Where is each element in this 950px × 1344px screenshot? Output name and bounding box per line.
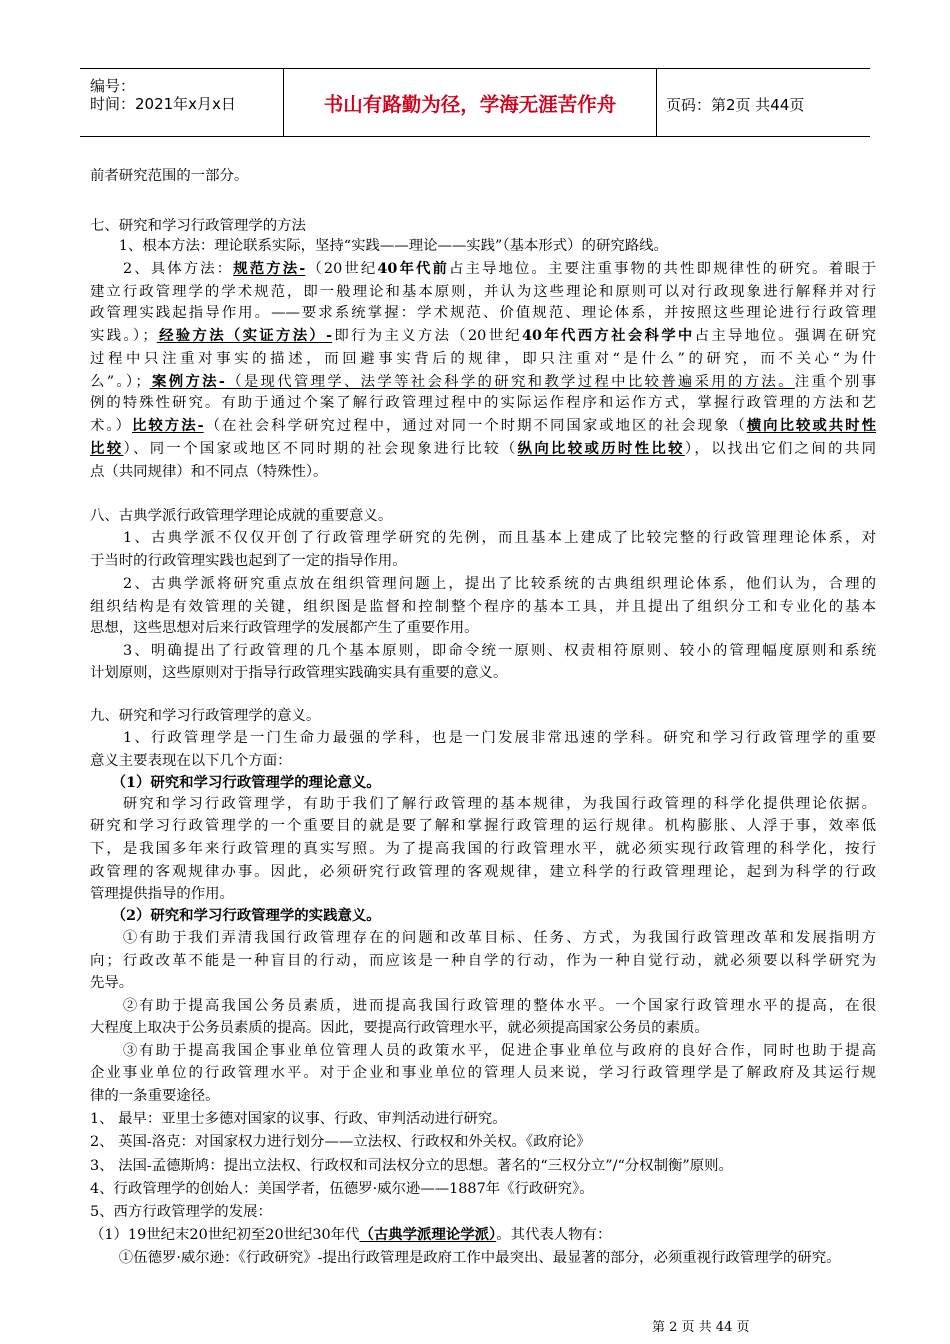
text-run: 1、根本方法：理论联系实际，坚持“实践——理论——实践”（基本形式）的研究路线。	[90, 238, 668, 254]
text-line	[90, 393, 876, 413]
text-run: 点（共同规律）和不同点（特殊性）。	[90, 464, 328, 480]
text-run: （1）研究和学习行政管理学的理论意义。	[90, 774, 381, 791]
text-line	[90, 973, 133, 993]
text-line	[90, 1202, 272, 1222]
text-line	[90, 996, 876, 1016]
text-run: 意义主要表现在以下几个方面：	[90, 753, 292, 769]
text-line	[90, 597, 876, 617]
text-run: 建立行政管理学的学术规范，即一般理论和基本原则，并认为这些理论和原则可以对行政现象进行解释并对行	[90, 284, 876, 300]
text-run: 注重个别事	[794, 374, 876, 390]
text-run: ①伍德罗·威尔逊：《行政研究》-提出行政管理是政府工作中最突出、最显著的部分，必须重视行政管理学的研究。	[90, 1250, 841, 1266]
text-run: 例的特殊性研究。有助于通过个案了解行政管理过程中的实际运作程序和运作方式，掌握行政管理的方法和艺	[90, 395, 876, 411]
text-line	[90, 706, 320, 726]
text-line	[90, 216, 306, 236]
text-run: （1）19世纪末20世纪初至20世纪30年代	[90, 1227, 360, 1243]
text-run: 政管理的客观规律办事。因此，必须研究行政管理的客观规律，建立科学的行政管理理论，起到为科学的行政	[90, 864, 876, 880]
text-line	[90, 884, 234, 904]
text-run: 2、 英国-洛克：对国家权力进行划分——立法权、行政权和外关权。《政府论》	[90, 1134, 591, 1150]
page-header	[80, 68, 870, 137]
text-line	[90, 751, 291, 771]
document-number-label: 编号：	[90, 77, 136, 95]
text-run: 组织结构是有效管理的关键，组织图是监督和控制整个程序的基本工具，并且提出了组织分工和专业化的基本	[90, 599, 876, 615]
text-run: 研究和学习行政管理学，有助于我们了解行政管理的基本规律，为我国行政管理的科学化提供理论依据。	[90, 796, 876, 812]
text-run: 比较方法-	[132, 417, 204, 434]
text-line	[90, 663, 507, 683]
text-run: 九、研究和学习行政管理学的意义。	[90, 708, 321, 724]
text-line	[90, 551, 407, 571]
text-line	[90, 839, 876, 859]
text-line	[90, 372, 876, 392]
text-run: 管理提供指导的作用。	[90, 886, 234, 902]
text-line	[90, 816, 876, 836]
text-run: ），以找出它们之间的共同	[684, 441, 876, 457]
text-run: 实践。）；	[90, 328, 157, 344]
text-run: 过程中只注重对事实的描述，而回避事实背后的规律，即只注重对“是什么”的研究，而不关心“为什	[90, 351, 876, 367]
text-run: 。其代表人物有：	[496, 1227, 612, 1243]
text-line	[90, 1086, 220, 1106]
text-line	[90, 773, 381, 793]
text-line	[90, 618, 479, 638]
text-run: 七、研究和学习行政管理学的方法	[90, 218, 306, 234]
text-line	[90, 1063, 876, 1083]
text-line	[90, 166, 248, 186]
text-line	[90, 528, 876, 548]
text-run: 占主导地位。主要注重事物的共性即规律性的研究。着眼于	[449, 261, 876, 277]
text-line	[90, 416, 876, 436]
header-motto-cell	[283, 69, 657, 136]
header-meta-cell	[80, 69, 283, 136]
text-run: 政管理实践起指导作用。——要求系统掌握：学术规范、价值规范、理论体系，并按照这些理论进行行政管理	[90, 305, 876, 321]
text-line	[90, 1248, 841, 1268]
text-run: 1、古典学派不仅仅开创了行政管理学研究的先例，而且基本上建成了比较完整的行政管理理论体系，对	[90, 530, 876, 546]
text-run: 1、 最早：亚里士多德对国家的议事、行政、审判活动进行研究。	[90, 1111, 507, 1127]
text-line	[90, 259, 876, 279]
text-run: （古典学派理论学派）	[359, 1226, 497, 1243]
text-run: 40年代前	[377, 260, 450, 277]
text-run: 么”。）；	[90, 374, 150, 390]
text-run: （在社会科学研究过程中，通过对同一个时期不同国家或地区的社会现象（	[203, 418, 747, 434]
text-run: 3、 法国-孟德斯鸠：提出立法权、行政权和司法权分立的思想。著名的“三权分立”/“分权制衡”原则。	[90, 1158, 733, 1174]
text-line	[90, 326, 876, 346]
text-run: 计划原则，这些原则对于指导行政管理实践确实具有重要的意义。	[90, 665, 508, 681]
text-run: 案例方法-	[149, 373, 225, 390]
text-line	[90, 1109, 507, 1129]
text-run: 大程度上取决于公务员素质的提高。因此，要提高行政管理水平，就必须提高国家公务员的素质。	[90, 1020, 709, 1036]
text-line	[90, 951, 876, 971]
text-line	[90, 506, 392, 526]
text-line	[90, 439, 876, 459]
text-line	[90, 282, 876, 302]
text-run: 即行为主义方法（20世纪	[332, 328, 522, 344]
text-line	[90, 1132, 591, 1152]
text-line	[90, 1179, 594, 1199]
text-run: 律的一条重要途径。	[90, 1088, 220, 1104]
text-run: 3、明确提出了行政管理的几个基本原则，即命令统一原则、权责相符原则、较小的管理幅度原则和系统	[90, 643, 876, 659]
text-run: 八、古典学派行政管理学理论成就的重要意义。	[90, 508, 393, 524]
text-run: 研究和学习行政管理学的一个重要目的就是要了解和掌握行政管理的运行规律。机构膨胀、人浮于事，效率低	[90, 818, 876, 834]
text-line	[90, 303, 876, 323]
text-run: 2、具体方法：	[90, 261, 234, 277]
text-line	[90, 236, 668, 256]
text-run: ③有助于提高我国企事业单位管理人员的政策水平，促进企事业单位与政府的良好合作，同时也助于提高	[90, 1043, 876, 1059]
text-run: 1、行政管理学是一门生命力最强的学科，也是一门发展非常迅速的学科。研究和学习行政管理学的重要	[90, 730, 876, 746]
text-run: 比较	[90, 440, 124, 457]
header-motto: 书山有路勤为径，学海无涯苦作舟	[323, 93, 617, 116]
text-run: 向；行政改革不能是一种盲目的行动，而应该是一种自学的行动，作为一种自觉行动，就必须要以科学研究为	[90, 953, 876, 969]
text-run: 先导。	[90, 975, 134, 991]
text-run: 于当时的行政管理实践也起到了一定的指导作用。	[90, 553, 407, 569]
text-run: 经验方法（实证方法）-	[156, 327, 333, 344]
text-line	[90, 928, 876, 948]
text-run: 2、古典学派将研究重点放在组织管理问题上，提出了比较系统的古典组织理论体系，他们认为，合理的	[90, 576, 876, 592]
text-run: 横向比较或共时性	[746, 417, 876, 434]
text-run: 占主导地位。强调在研究	[694, 328, 877, 344]
page-footer: 第 2 页 共 44 页	[652, 1320, 750, 1335]
document-time-label: 时间：2021年x月x日	[90, 95, 236, 113]
text-run: ②有助于提高我国公务员素质，进而提高我国行政管理的整体水平。一个国家行政管理水平的提高，在很	[90, 998, 876, 1014]
text-run: 规范方法-	[233, 260, 306, 277]
text-line	[90, 1041, 876, 1061]
text-run: （2）研究和学习行政管理学的实践意义。	[90, 907, 381, 924]
header-page-number: 页码：第2页 共44页	[666, 96, 805, 114]
text-line	[90, 462, 327, 482]
text-line	[90, 1156, 733, 1176]
text-run: 5、西方行政管理学的发展：	[90, 1204, 272, 1220]
text-run: 40年代西方社会科学中	[522, 327, 695, 344]
text-line	[90, 641, 876, 661]
text-run: ）、同一个国家或地区不同时期的社会现象进行比较（	[123, 441, 518, 457]
text-run: 前者研究范围的一部分。	[90, 168, 249, 184]
text-run: 企业事业单位的行政管理水平。对于企业和事业单位的管理人员来说，学习行政管理学是了解政府及其运行规	[90, 1065, 876, 1081]
text-run: 纵向比较或历时性比较	[517, 440, 685, 457]
text-line	[90, 794, 876, 814]
text-run: 4、行政管理学的创始人：美国学者，伍德罗·威尔逊——1887年《行政研究》。	[90, 1181, 594, 1197]
text-line	[90, 862, 876, 882]
text-run: 思想，这些思想对后来行政管理学的发展都产生了重要作用。	[90, 620, 479, 636]
text-run: ①有助于我们弄清我国行政管理存在的问题和改革目标、任务、方式，为我国行政管理改革和发展指明方	[90, 930, 876, 946]
text-run: 术。）	[90, 418, 132, 434]
text-run: （20世纪	[305, 261, 378, 277]
text-line	[90, 574, 876, 594]
text-line	[90, 1225, 611, 1245]
text-line	[90, 349, 876, 369]
text-run: 下，是我国多年来行政管理的真实写照。为了提高我国的行政管理水平，就必须实现行政管理的科学化，按行	[90, 841, 876, 857]
header-page-cell	[656, 69, 870, 136]
text-line	[90, 1018, 709, 1038]
text-run: （是现代管理学、法学等社会科学的研究和教学过程中比较普遍采用的方法。	[224, 374, 795, 390]
text-line	[90, 728, 876, 748]
text-line	[90, 906, 381, 926]
